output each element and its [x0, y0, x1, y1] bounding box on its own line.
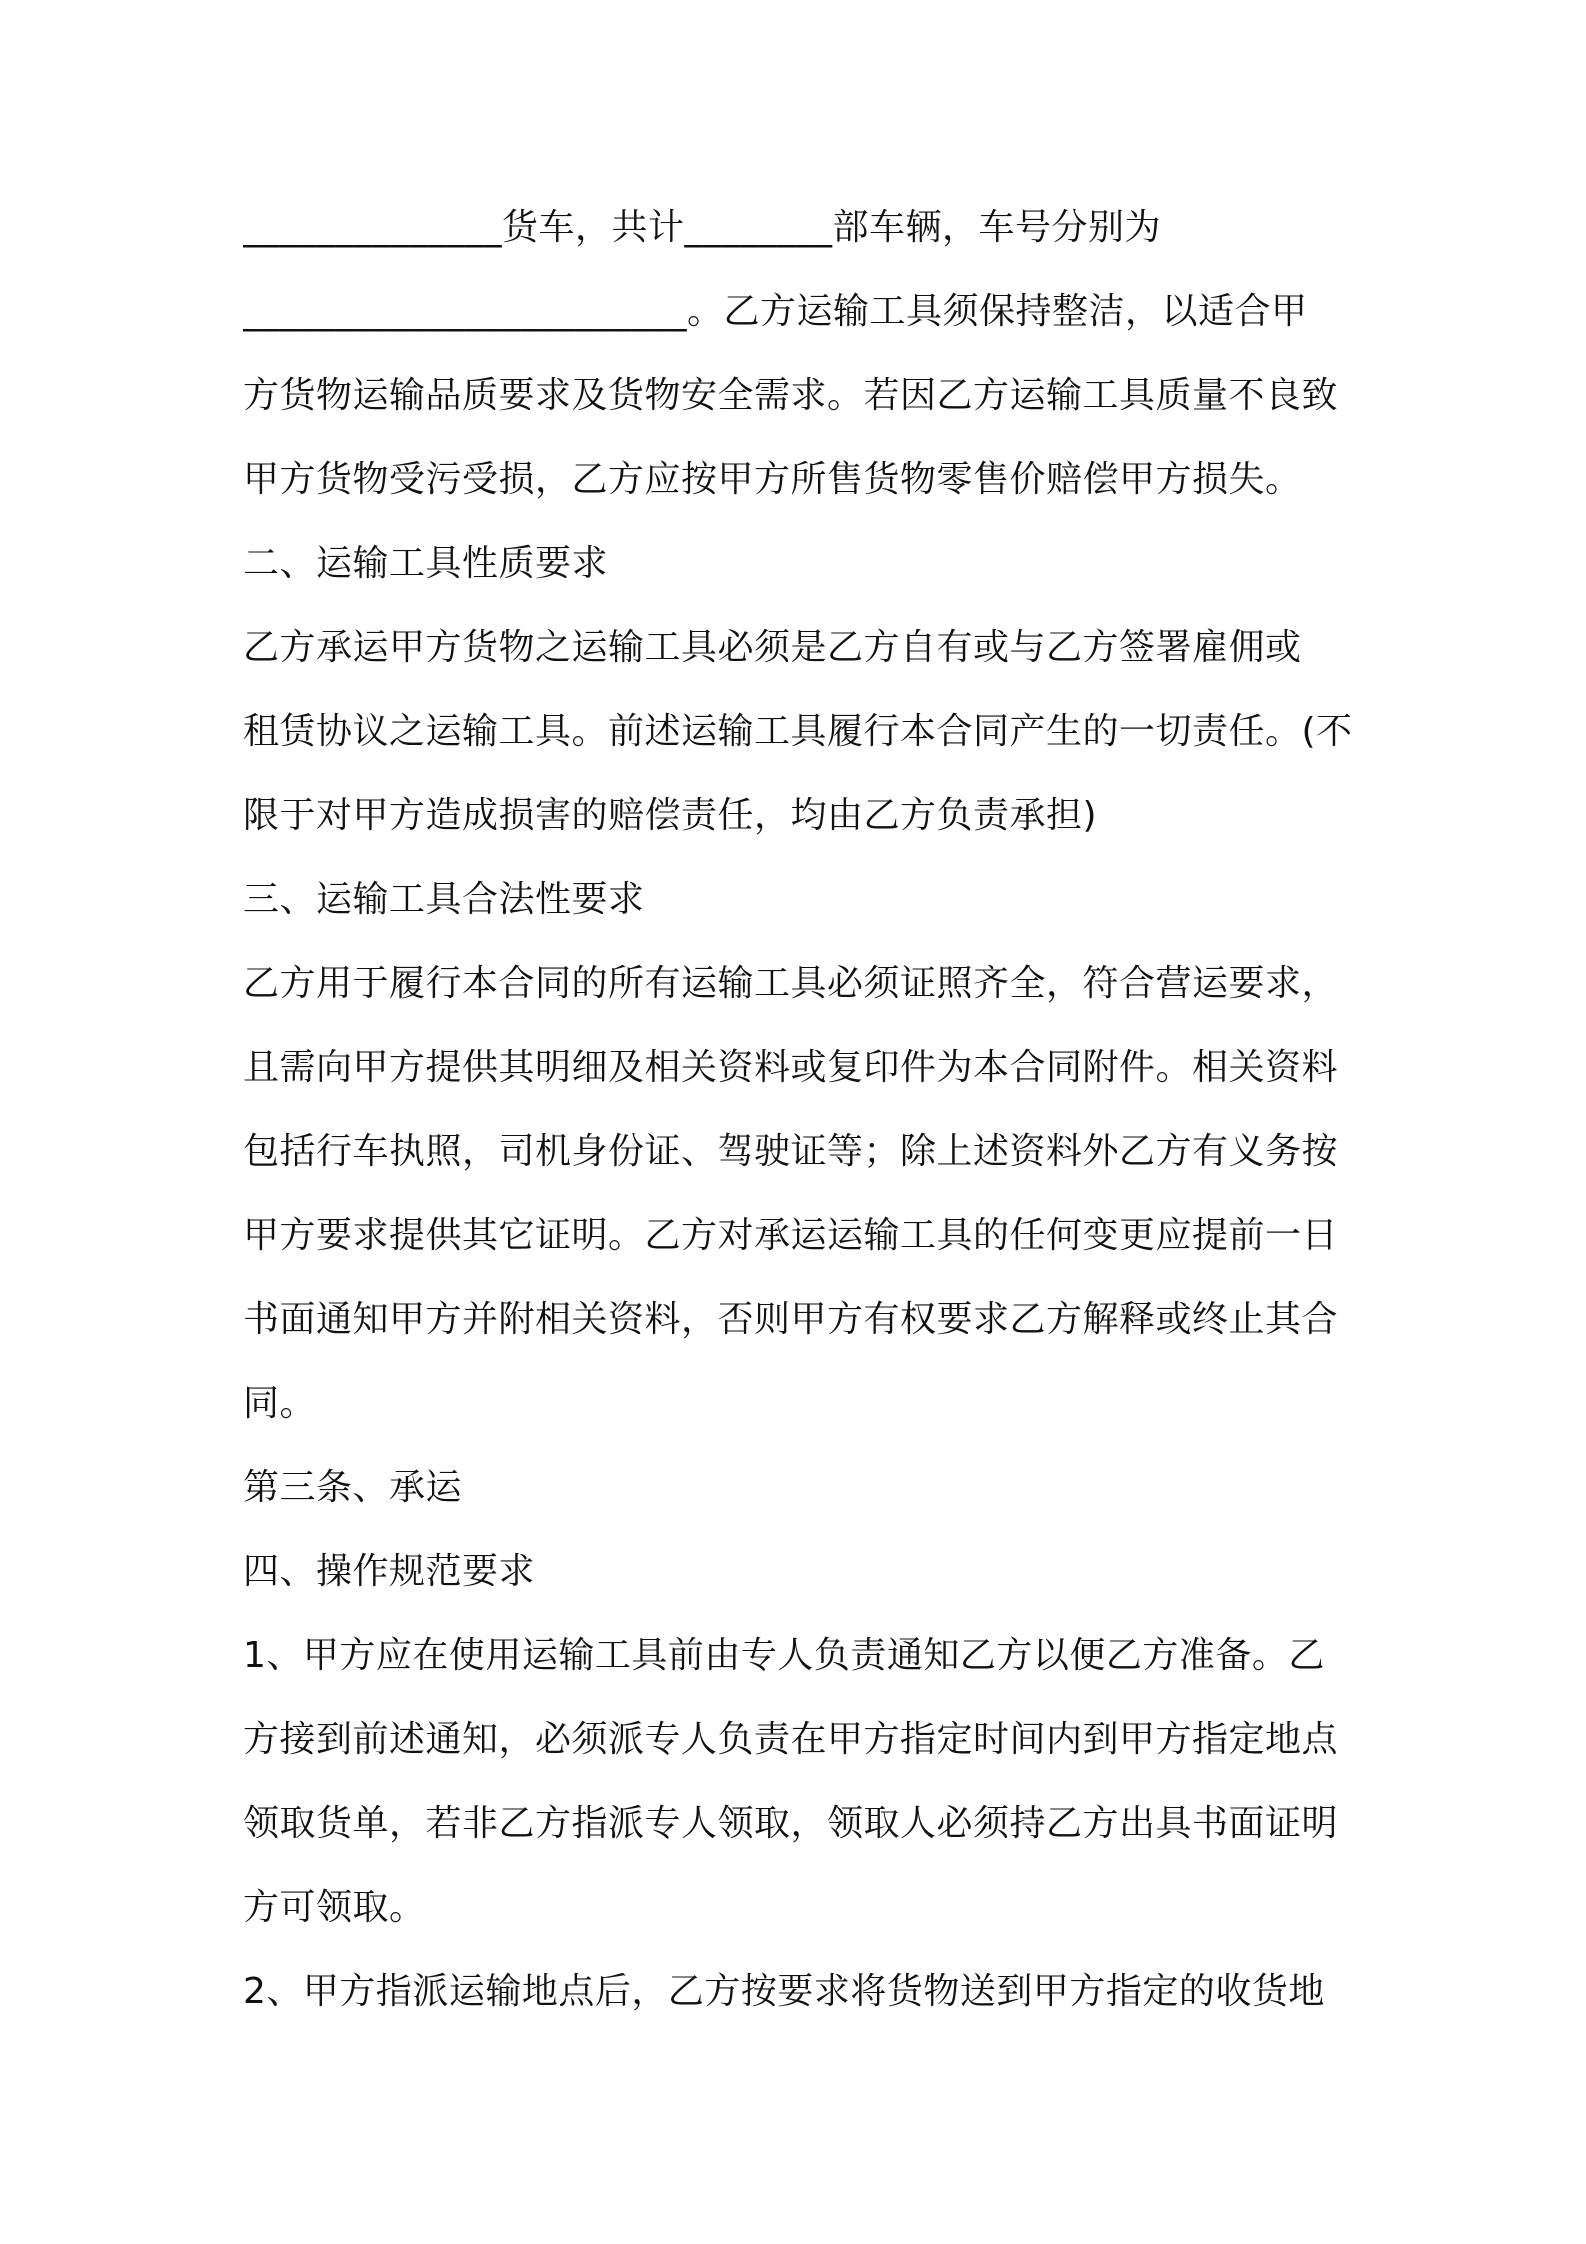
text-line-11: 且需向甲方提供其明细及相关资料或复印件为本合同附件。相关资料 [243, 1047, 1339, 1088]
section-heading-3: 三、运输工具合法性要求 [243, 879, 645, 920]
text-line-20: 领取货单，若非乙方指派专人领取，领取人必须持乙方出具书面证明 [243, 1803, 1339, 1844]
text-line-21: 方可领取。 [243, 1887, 426, 1928]
text-line-7: 租赁协议之运输工具。前述运输工具履行本合同产生的一切责任。(不 [243, 711, 1353, 752]
section-heading-4: 四、操作规范要求 [243, 1551, 536, 1592]
text-line-4: 甲方货物受污受损，乙方应按甲方所售货物零售价赔偿甲方损失。 [243, 459, 1302, 500]
text-line-18: 1、甲方应在使用运输工具前由专人负责通知乙方以便乙方准备。乙 [243, 1635, 1325, 1676]
text-line-3: 方货物运输品质要求及货物安全需求。若因乙方运输工具质量不良致 [243, 375, 1339, 416]
text-line-2: ________________________。乙方运输工具须保持整洁，以适合甲 [243, 291, 1308, 332]
text-line-22: 2、甲方指派运输地点后，乙方按要求将货物送到甲方指定的收货地 [243, 1971, 1325, 2012]
text-line-12: 包括行车执照，司机身份证、驾驶证等；除上述资料外乙方有义务按 [243, 1131, 1339, 1172]
text-line-8: 限于对甲方造成损害的赔偿责任，均由乙方负责承担) [243, 795, 1098, 836]
text-line-1: ______________货车，共计________部车辆，车号分别为 [243, 207, 1162, 248]
text-line-14: 书面通知甲方并附相关资料，否则甲方有权要求乙方解释或终止其合 [243, 1299, 1339, 1340]
article-heading-3: 第三条、承运 [243, 1467, 463, 1508]
text-line-10: 乙方用于履行本合同的所有运输工具必须证照齐全，符合营运要求， [243, 963, 1339, 1004]
text-line-6: 乙方承运甲方货物之运输工具必须是乙方自有或与乙方签署雇佣或 [243, 627, 1302, 668]
text-line-19: 方接到前述通知，必须派专人负责在甲方指定时间内到甲方指定地点 [243, 1719, 1339, 1760]
text-line-13: 甲方要求提供其它证明。乙方对承运运输工具的任何变更应提前一日 [243, 1215, 1339, 1256]
text-line-15: 同。 [243, 1383, 317, 1424]
section-heading-2: 二、运输工具性质要求 [243, 543, 609, 584]
